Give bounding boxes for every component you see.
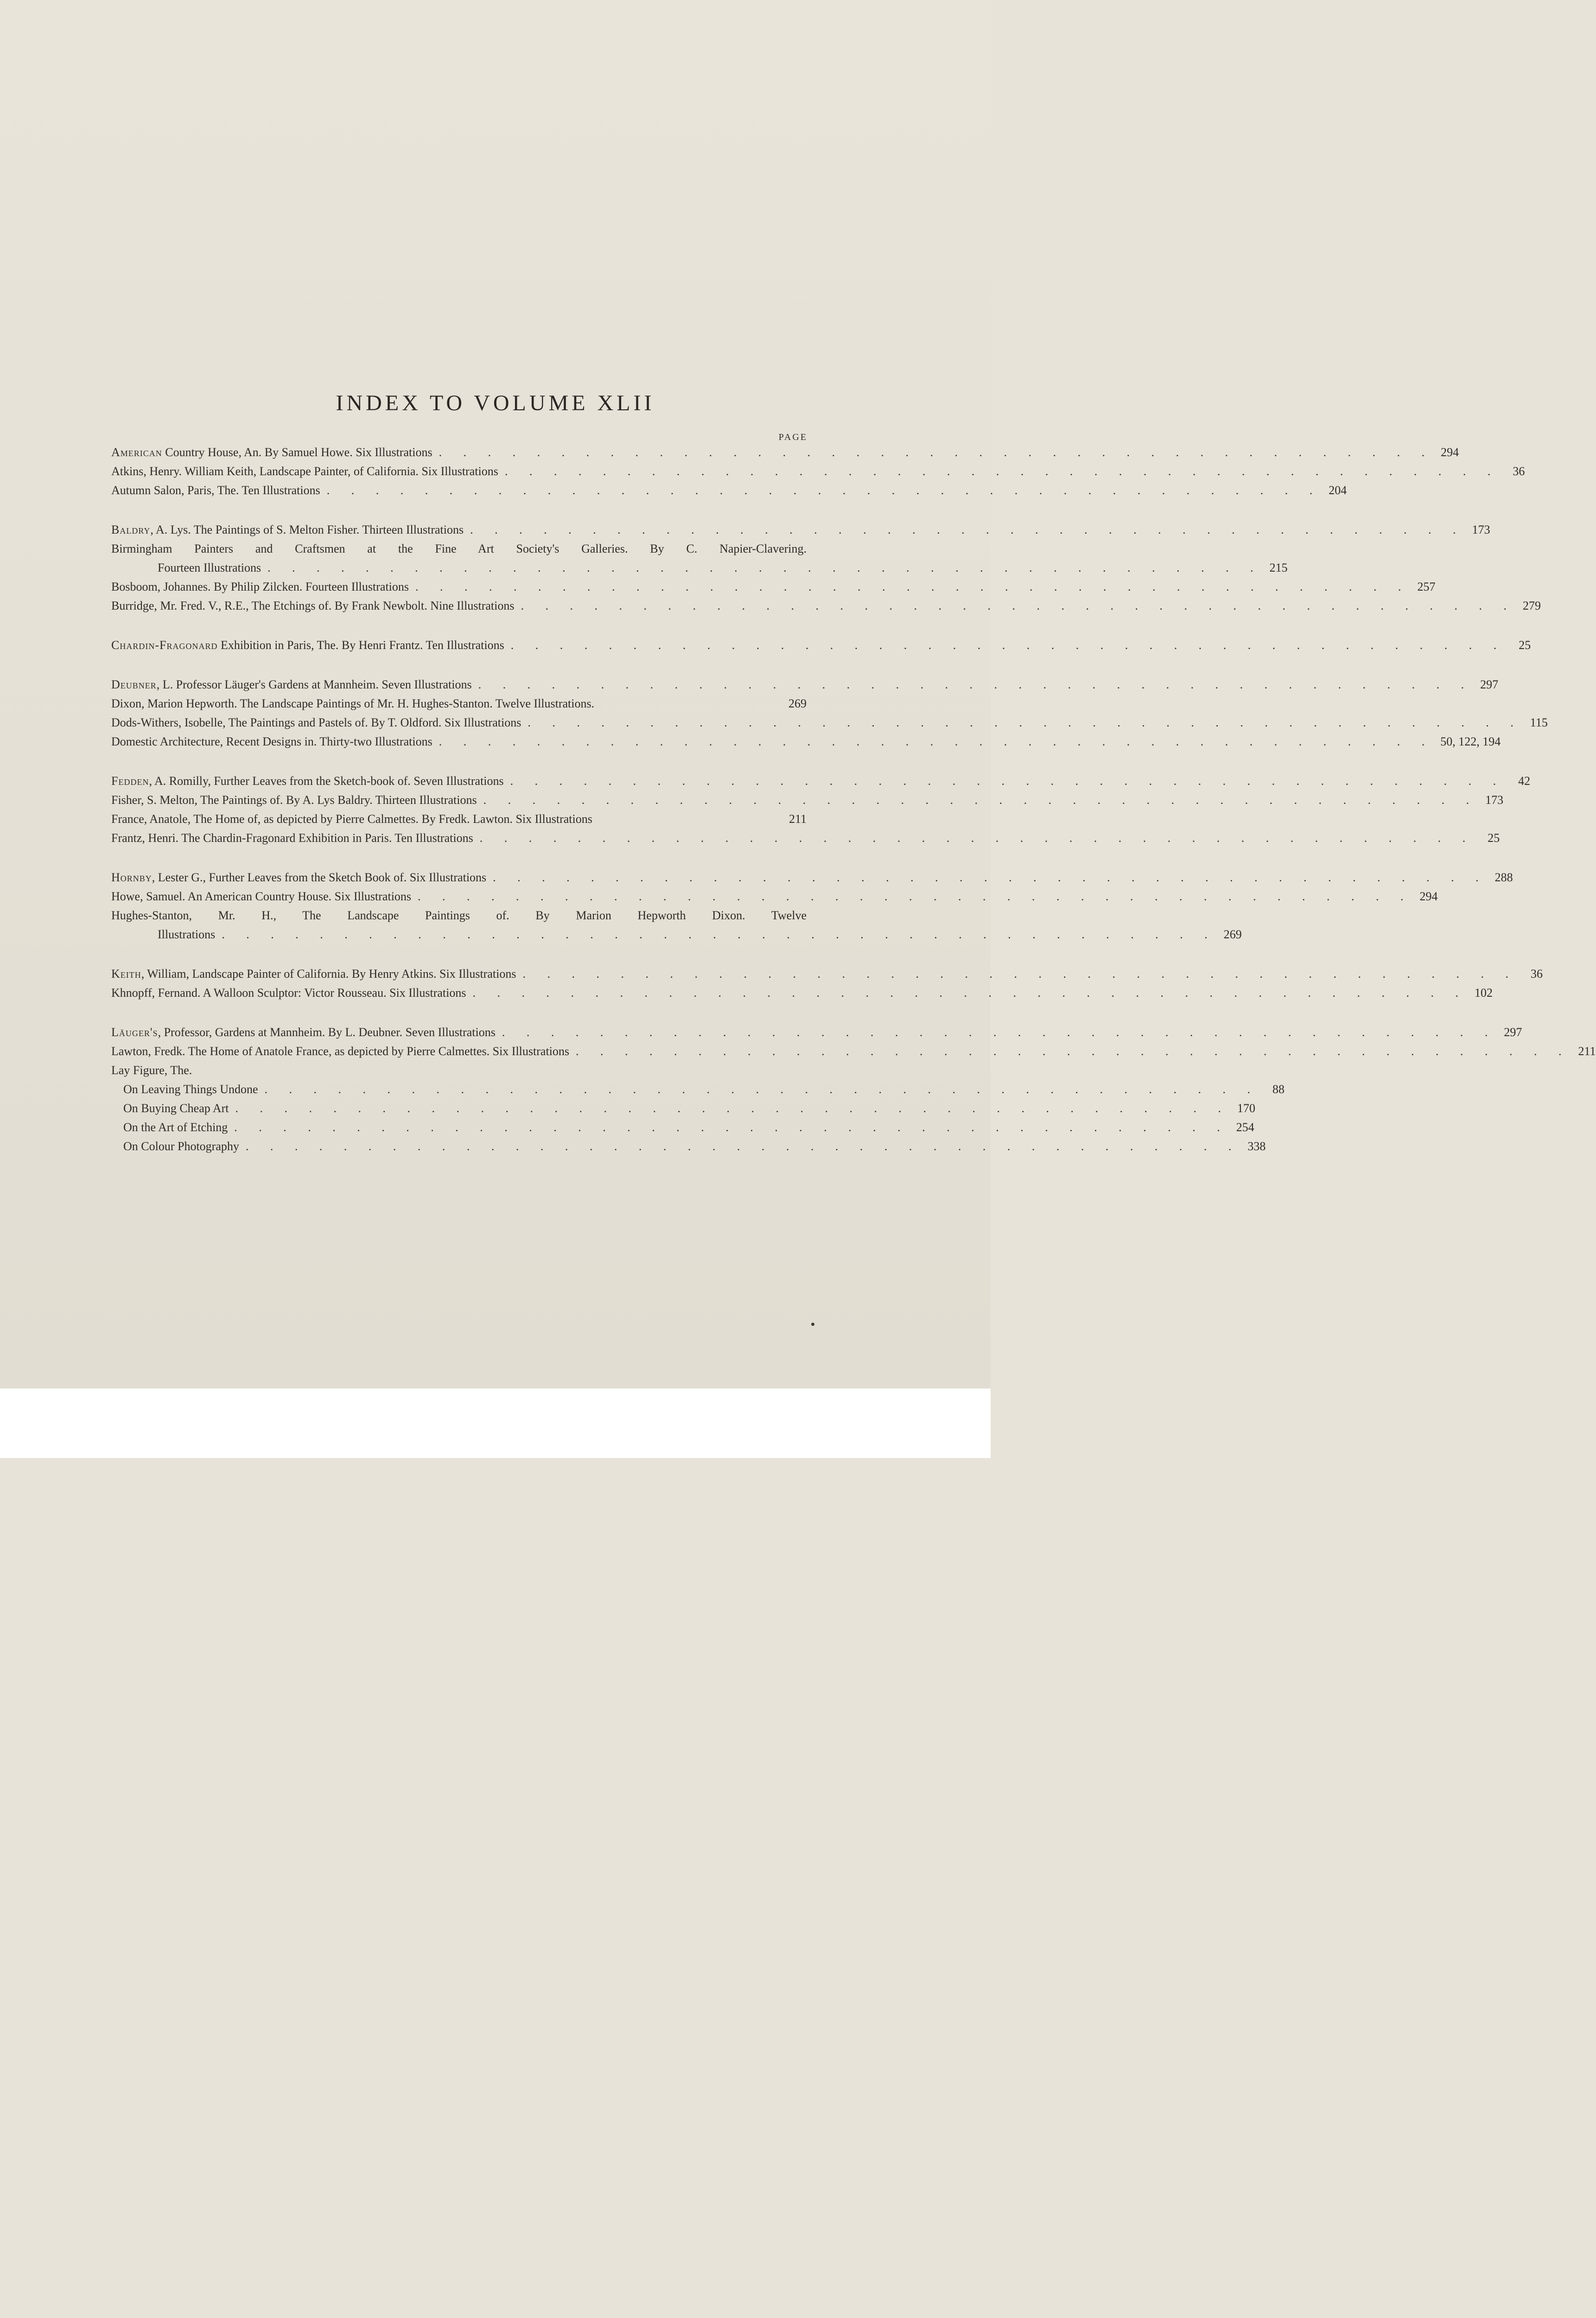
index-entry	[111, 1042, 1596, 1061]
index-group	[111, 520, 1541, 615]
entry-text	[111, 481, 320, 500]
entry-page-number: 88	[1272, 1083, 1285, 1096]
leader-dots: . . . . . . . . . . . . . . . . . . . . . . . . . . . . . . . . . . . . . . . . .	[493, 871, 1488, 884]
entry-title: Lawton, Fredk. The Home of Anatole France, as depicted by Pierre Calmettes. Six Illustrations	[111, 1044, 570, 1058]
entry-page-number: 211	[1578, 1044, 1596, 1058]
entry-page-number: 338	[1247, 1140, 1266, 1153]
index-entry	[111, 983, 1493, 1002]
entry-lead: Läuger's	[111, 1025, 158, 1039]
entry-lead: American	[111, 446, 162, 459]
entry-title: , William, Landscape Painter of California. By Henry Atkins. Six Illustrations	[141, 967, 516, 981]
leader-dots: . . . . . . . . . . . . . . . . . . . . . . . . . . . . . . . . . . . . . . . . .	[510, 774, 1506, 788]
entry-page-number: 279	[1523, 599, 1541, 612]
entry-page-number: 115	[1530, 716, 1548, 729]
index-entry	[111, 828, 1500, 847]
leader-dots: . . . . . . . . . . . . . . . . . . . . . . . . . . . . . . . . . . . . . . . . .	[510, 638, 1506, 652]
entry-title: Fisher, S. Melton, The Paintings of. By A. Lys Baldry. Thirteen Illustrations	[111, 793, 477, 807]
leader-dots: . . . . . . . . . . . . . . . . . . . . . . . . . . . . . . . . . . . . . . . . .	[504, 465, 1500, 478]
leader-dots: . . . . . . . . . . . . . . . . . . . . . . . . . . . . . . . . . . . . . . . . .	[264, 1083, 1260, 1096]
entry-title: Country House, An. By Samuel Howe. Six Illustrations	[162, 446, 432, 459]
entry-text	[111, 771, 504, 790]
index-entry	[111, 809, 807, 828]
index-entry	[111, 732, 1501, 751]
entry-text	[111, 694, 594, 713]
entry-lead: Keith	[111, 967, 141, 981]
entry-text	[111, 675, 472, 694]
entry-page-number: 102	[1474, 986, 1493, 1000]
entry-text	[111, 809, 592, 828]
entry-page-number: 269	[1223, 928, 1242, 941]
index-subentry	[111, 1118, 1254, 1137]
entry-title: , Professor, Gardens at Mannheim. By L. Deubner. Seven Illustrations	[158, 1025, 496, 1039]
entry-lead: Chardin-Fragonard	[111, 638, 218, 652]
leader-dots: . . . . . . . . . . . . . . . . . . . . . . . . . . . . . . . . . . . . . . . . .	[528, 716, 1523, 729]
entry-text	[111, 983, 466, 1002]
entry-page-number: 211	[788, 812, 807, 826]
index-subentry	[111, 1099, 1255, 1118]
index-group	[111, 443, 1525, 500]
entry-text	[111, 790, 477, 809]
page-speck	[811, 1323, 814, 1326]
entry-page-number: 25	[1488, 831, 1500, 845]
index-entry	[111, 868, 1513, 887]
leader-dots: . . . . . . . . . . . . . . . . . . . . . . . . . . . . . . . . . . . . . . . . .	[222, 928, 1217, 941]
entry-page-number: 42	[1518, 774, 1531, 788]
leader-dots: . . . . . . . . . . . . . . . . . . . . . . . . . . . . . . . . . . . . . . . . .	[502, 1025, 1497, 1039]
entry-text	[111, 713, 521, 732]
index-entry	[111, 443, 1459, 462]
entry-title: Dixon, Marion Hepworth. The Landscape Paintings of Mr. H. Hughes-Stanton. Twelve Illustrations.	[111, 697, 595, 710]
entry-title: Autumn Salon, Paris, The. Ten Illustrations	[111, 484, 320, 497]
entry-lead: Hornby	[111, 871, 152, 884]
entry-page-number: 25	[1519, 638, 1531, 652]
entry-page-number: 269	[788, 697, 807, 710]
index-title: INDEX TO VOLUME XLII	[336, 391, 655, 415]
index-subentry	[111, 1137, 1266, 1156]
index-entry	[111, 925, 1242, 944]
entry-text	[111, 887, 411, 906]
index-entry	[111, 481, 1347, 500]
entry-page-number: 257	[1417, 580, 1436, 593]
leader-dots: . . . . . . . . . . . . . . . . . . . . . . . . . . . . . . . . . . . . . . . . .	[234, 1121, 1229, 1134]
index-entry	[111, 558, 1288, 577]
entry-text	[111, 1023, 496, 1042]
entry-title: On Leaving Things Undone	[123, 1083, 258, 1096]
entry-page-number: 215	[1269, 561, 1288, 574]
entry-text	[111, 828, 473, 847]
entry-page-number: 204	[1329, 484, 1347, 497]
index-entry	[111, 887, 1438, 906]
entry-text	[111, 596, 515, 615]
entry-continuation: Illustrations	[158, 928, 216, 941]
index-group	[111, 1023, 1596, 1156]
index-entry-line	[111, 906, 807, 925]
entry-text	[123, 1080, 258, 1099]
entry-lead: Baldry	[111, 523, 151, 536]
leader-dots: . . . . . . . . . . . . . . . . . . . . . . . . . . . . . . . . . . . . . . . . .	[235, 1102, 1230, 1115]
leader-dots: . . . . . . . . . . . . . . . . . . . . . . . . . . . . . . . . . . . . . . . . .	[245, 1140, 1241, 1153]
entry-title: On Colour Photography	[123, 1140, 239, 1153]
leader-dots: . . . . . . . . . . . . . . . . . . . . . . . . . . . . . . . . . . . . . . . . .	[267, 561, 1263, 574]
entry-text	[123, 1118, 228, 1137]
entry-title: Frantz, Henri. The Chardin-Fragonard Exhibition in Paris. Ten Illustrations	[111, 831, 473, 845]
entry-page-number: 173	[1472, 523, 1490, 536]
entry-continuation: Fourteen Illustrations	[158, 561, 261, 574]
entry-page-number: 170	[1237, 1102, 1255, 1115]
entry-page-number: 254	[1236, 1121, 1254, 1134]
leader-dots: . . . . . . . . . . . . . . . . . . . . . . . . . . . . . . . . . . . . . . . . .	[478, 678, 1474, 691]
page-column-header: PAGE	[778, 432, 808, 442]
entry-text	[123, 1137, 239, 1156]
entry-title: Burridge, Mr. Fred. V., R.E., The Etchings of. By Frank Newbolt. Nine Illustrations	[111, 599, 515, 612]
index-entry	[111, 675, 1499, 694]
entry-title: , L. Professor Läuger's Gardens at Mannheim. Seven Illustrations	[156, 678, 472, 691]
entry-text	[111, 577, 409, 596]
index-subheading: Lay Figure, The.	[111, 1063, 192, 1077]
entry-text	[111, 964, 516, 983]
leader-dots: . . . . . . . . . . . . . . . . . . . . . . . . . . . . . . . . . . . . . . . . .	[522, 967, 1518, 981]
entry-page-number: 288	[1494, 871, 1513, 884]
leader-dots: . . . . . . . . . . . . . . . . . . . . . . . . . . . . . . . . . . . . . . . . .	[418, 890, 1413, 903]
entry-title: Domestic Architecture, Recent Designs in. Thirty-two Illustrations	[111, 735, 432, 748]
index-entry	[111, 520, 1490, 539]
entry-text	[111, 443, 432, 462]
entry-title: Atkins, Henry. William Keith, Landscape Painter, of California. Six Illustrations	[111, 465, 498, 478]
index-group	[111, 964, 1543, 1002]
index-group	[111, 636, 1531, 655]
entry-page-number: 294	[1441, 446, 1459, 459]
entry-title: Exhibition in Paris, The. By Henri Frantz. Ten Illustrations	[217, 638, 504, 652]
entry-page-number: 36	[1530, 967, 1543, 981]
index-entry	[111, 713, 1548, 732]
index-entries	[111, 443, 1596, 1176]
index-entry	[111, 790, 1504, 809]
entry-text	[111, 520, 464, 539]
entry-text	[111, 636, 504, 655]
index-entry	[111, 596, 1541, 615]
entry-text	[123, 1099, 229, 1118]
entry-page-number: 297	[1504, 1025, 1522, 1039]
entry-page-number: 36	[1513, 465, 1525, 478]
leader-dots: . . . . . . . . . . . . . . . . . . . . . . . . . . . . . . . . . . . . . . . . .	[326, 484, 1322, 497]
index-subentry	[111, 1080, 1285, 1099]
entry-title: Howe, Samuel. An American Country House. Six Illustrations	[111, 890, 412, 903]
index-entry	[111, 462, 1525, 481]
index-group	[111, 675, 1548, 751]
index-entry	[111, 636, 1531, 655]
entry-page-number: 50, 122, 194	[1440, 735, 1501, 748]
digitization-footer	[0, 1388, 991, 1458]
index-entry-line	[111, 539, 807, 558]
leader-dots: . . . . . . . . . . . . . . . . . . . . . . . . . . . . . . . . . . . . . . . . .	[470, 523, 1465, 536]
entry-lead: Fedden	[111, 774, 149, 788]
leader-dots: . . . . . . . . . . . . . . . . . . . . . . . . . . . . . . . . . . . . . . . . .	[483, 793, 1479, 807]
leader-dots: . . . . . . . . . . . . . . . . . . . . . . . . . . . . . . . . . . . . . . . . .	[576, 1044, 1571, 1058]
index-entry	[111, 1023, 1522, 1042]
index-entry	[111, 964, 1543, 983]
index-entry	[111, 577, 1436, 596]
leader-dots: . . . . . . . . . . . . . . . . . . . . . . . . . . . . . . . . . . . . . . . . .	[415, 580, 1411, 593]
leader-dots: . . . . . . . . . . . . . . . . . . . . . . . . . . . . . . . . . . . . . . . . .	[479, 831, 1475, 845]
entry-page-number: 294	[1419, 890, 1438, 903]
entry-title: Khnopff, Fernand. A Walloon Sculptor: Victor Rousseau. Six Illustrations	[111, 986, 466, 1000]
entry-title: France, Anatole, The Home of, as depicted by Pierre Calmettes. By Fredk. Lawton. Six Illustrations	[111, 812, 592, 826]
entry-title: Bosboom, Johannes. By Philip Zilcken. Fourteen Illustrations	[111, 580, 409, 593]
index-entry	[111, 771, 1531, 790]
index-entry	[111, 694, 807, 713]
entry-text	[111, 1042, 569, 1061]
entry-title: , Lester G., Further Leaves from the Sketch Book of. Six Illustrations	[152, 871, 487, 884]
leader-dots: . . . . . . . . . . . . . . . . . . . . . . . . . . . . . . . . . . . . . . . . .	[472, 986, 1468, 1000]
index-group	[111, 771, 1531, 847]
entry-text: Birmingham Painters and Craftsmen at the Fine Art Society's Galleries. By C. Napier-Clavering.	[111, 542, 807, 555]
leader-dots: . . . . . . . . . . . . . . . . . . . . . . . . . . . . . . . . . . . . . . . . .	[439, 735, 1434, 748]
entry-page-number: 297	[1480, 678, 1499, 691]
leader-dots: . . . . . . . . . . . . . . . . . . . . . . . . . . . . . . . . . . . . . . . . .	[439, 446, 1434, 459]
entry-text: Hughes-Stanton, Mr. H., The Landscape Paintings of. By Marion Hepworth Dixon. Twelve	[111, 909, 807, 922]
entry-text	[111, 732, 432, 751]
entry-page-number: 173	[1485, 793, 1504, 807]
entry-title: On the Art of Etching	[123, 1121, 228, 1134]
leader-dots: . . . . . . . . . . . . . . . . . . . . . . . . . . . . . . . . . . . . . . . . .	[521, 599, 1516, 612]
index-group	[111, 868, 1513, 944]
entry-lead: Deubner	[111, 678, 157, 691]
entry-text	[111, 868, 486, 887]
entry-text	[111, 462, 498, 481]
entry-title: Dods-Withers, Isobelle, The Paintings and Pastels of. By T. Oldford. Six Illustrations	[111, 716, 521, 729]
entry-title: , A. Lys. The Paintings of S. Melton Fisher. Thirteen Illustrations	[150, 523, 464, 536]
entry-title: , A. Romilly, Further Leaves from the Sketch-book of. Seven Illustrations	[149, 774, 504, 788]
entry-title: On Buying Cheap Art	[123, 1102, 229, 1115]
